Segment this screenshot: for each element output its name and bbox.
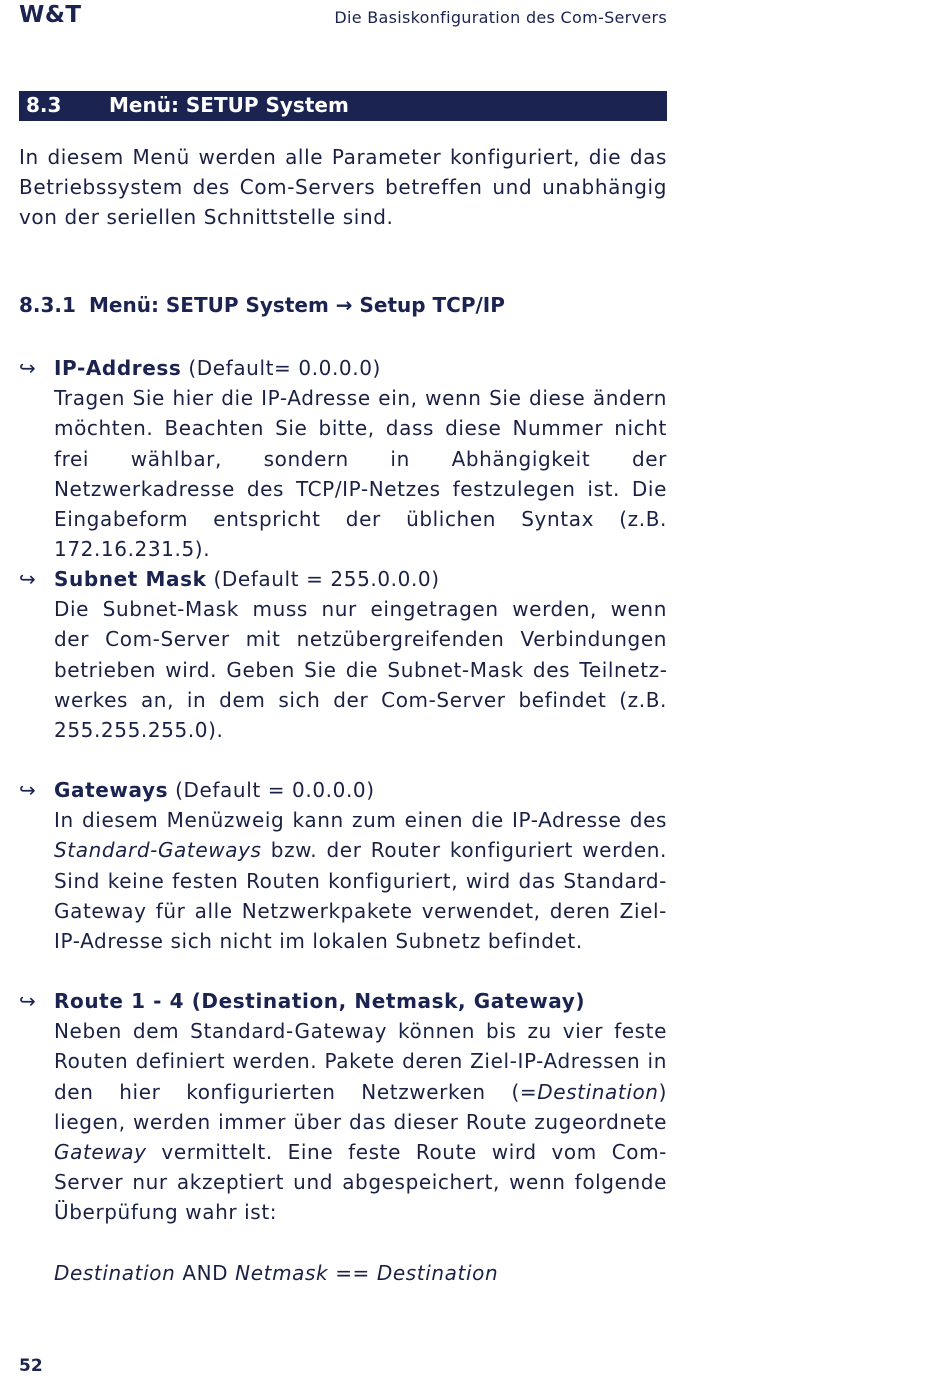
section-number: 8.3 xyxy=(26,93,62,117)
hook-arrow-icon: ↪ xyxy=(19,356,36,380)
description-part: In diesem Menüzweig kann zum einen die IP-Adresse des xyxy=(54,808,667,833)
parameter-term: Gateways xyxy=(54,778,169,802)
parameter-description: Die Subnet-Mask muss nur eingetragen werden, wenn der Com-Server mit netzübergreifenden Verbindungen betrieben wird. Geben Sie die Subnet-Mask des Teilnetzwerkes an, in dem sich der Com-Server befindet (z.B. 255.255.255.0). xyxy=(54,597,667,743)
description-part: bzw. der Router konfiguriert werden. Sind keine festen Routen konfiguriert, wird das Standard-Gateway für alle Netzwerkpakete verwendet, deren Ziel-IP-Adresse sich nicht im lokalen Subnetz befindet. xyxy=(54,838,667,954)
section-heading-bar xyxy=(19,91,667,121)
section-title: Menü: SETUP System xyxy=(109,93,349,117)
formula-operand: Netmask xyxy=(235,1261,329,1285)
parameter-default: (Default = 0.0.0.0) xyxy=(175,778,375,802)
hook-arrow-icon: ↪ xyxy=(19,778,36,802)
route-check-formula xyxy=(54,1258,498,1288)
parameter-description: Tragen Sie hier die IP-Adresse ein, wenn Sie diese ändern möchten. Beachten Sie bitte, dass diese Nummer nicht frei wählbar, sondern in Abhängigkeit der Netzwerkadresse des TCP/IP-Netzes festzulegen ist. Die Eingabeform entspricht der üblichen Syntax (z.B. 172.16.231.5). xyxy=(54,386,667,562)
description-emphasis: Destination xyxy=(537,1079,659,1104)
parameter-default: (Default= 0.0.0.0) xyxy=(188,356,381,380)
parameter-description xyxy=(54,805,667,956)
section-intro-paragraph: In diesem Menü werden alle Parameter konfiguriert, die das Betriebssystem des Com-Servers betreffen und unabhängig von der seriellen Schnittstelle sind. xyxy=(19,145,667,230)
parameter-description xyxy=(54,1016,667,1227)
formula-operator: AND xyxy=(182,1261,229,1285)
parameter-term: IP-Address xyxy=(54,356,182,380)
formula-operand: Destination xyxy=(54,1261,176,1285)
running-header-title: Die Basiskonfiguration des Com-Servers xyxy=(334,8,667,27)
page-number: 52 xyxy=(19,1356,43,1376)
description-part: Neben dem Standard-Gateway können bis zu vier feste Routen definiert werden. Pakete deren Ziel-IP-Adressen in den hier konfigurierten Netzwerken (= xyxy=(54,1019,667,1104)
formula-operator: == xyxy=(335,1261,370,1285)
description-part: ) liegen, werden immer über das dieser Route zugeordnete xyxy=(54,1079,667,1134)
parameter-term: Subnet Mask xyxy=(54,567,207,591)
hook-arrow-icon: ↪ xyxy=(19,989,36,1013)
description-part: vermittelt. Eine feste Route wird vom Com-Server nur akzeptiert und abgespeichert, wenn folgende Überpüfung wahr ist: xyxy=(54,1140,667,1225)
brand-logo: W&T xyxy=(19,2,82,28)
hook-arrow-icon: ↪ xyxy=(19,567,36,591)
subsection-heading xyxy=(19,293,505,317)
subsection-number: 8.3.1 xyxy=(19,293,76,317)
parameter-default: (Default = 255.0.0.0) xyxy=(213,567,440,591)
formula-operand: Destination xyxy=(376,1261,499,1285)
parameter-term: Route 1 - 4 (Destination, Netmask, Gateway) xyxy=(54,989,586,1013)
description-emphasis: Standard-Gateways xyxy=(54,838,262,863)
description-emphasis: Gateway xyxy=(54,1140,147,1165)
subsection-title: Menü: SETUP System → Setup TCP/IP xyxy=(89,293,505,317)
